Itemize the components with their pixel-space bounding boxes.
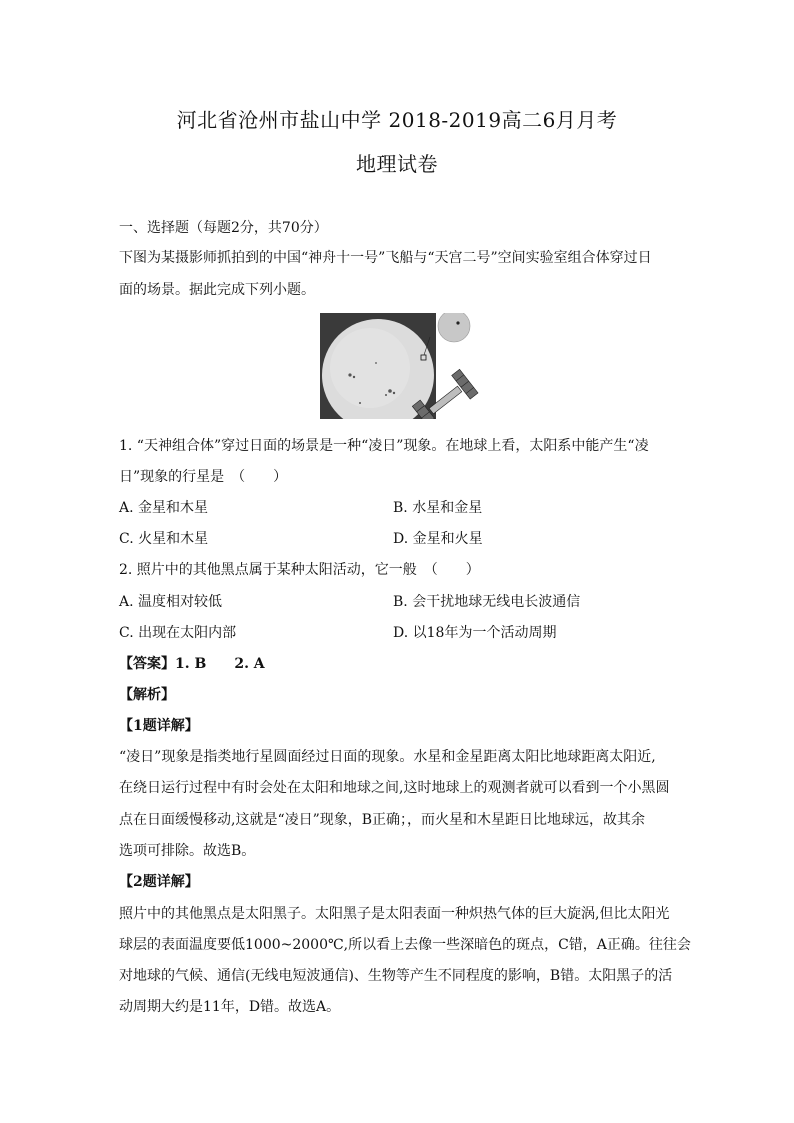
intro-line-1: 下图为某摄影师抓拍到的中国“神舟十一号”飞船与“天宫二号”空间实验室组合体穿过日 [119,250,652,266]
q1-explanation-line: 点在日面缓慢移动,这就是“凌日”现象，B正确；，而火星和木星距日比地球远，故其余 [119,812,646,828]
q2-explanation-line: 照片中的其他黑点是太阳黑子。太阳黑子是太阳表面一种炽热气体的巨大旋涡,但比太阳光 [119,906,670,922]
q2-stem: 2. 照片中的其他黑点属于某种太阳活动，它一般 （ ） [119,562,480,578]
q1-explanation-line: 选项可排除。故选B。 [119,843,256,859]
answer-line: 【答案】1. B 2. A [119,656,265,672]
q2-explanation-line: 动周期大约是11年，D错。故选A。 [119,999,341,1015]
section-heading: 一、选择题（每题2分，共70分） [119,220,328,236]
q1-option-a: A. 金星和木星 [119,500,209,516]
q1-explanation-heading: 【1题详解】 [119,718,199,734]
page-subtitle: 地理试卷 [356,152,438,176]
q1-option-c: C. 火星和木星 [119,531,209,547]
sun-transit-photo [320,313,480,419]
q2-option-a: A. 温度相对较低 [119,594,223,610]
intro-line-2: 面的场景。据此完成下列小题。 [119,282,315,298]
q1-explanation-line: “凌日”现象是指类地行星圆面经过日面的现象。水星和金星距离太阳比地球距离太阳近, [119,749,656,765]
q1-option-d: D. 金星和火星 [393,531,483,547]
q2-explanation-heading: 【2题详解】 [119,874,199,890]
page-title: 河北省沧州市盐山中学 2018-2019高二6月月考 [176,108,618,132]
q2-option-c: C. 出现在太阳内部 [119,625,237,641]
q2-option-d: D. 以18年为一个活动周期 [393,625,557,641]
analysis-heading: 【解析】 [119,687,175,703]
q1-explanation-line: 在绕日运行过程中有时会处在太阳和地球之间,这时地球上的观测者就可以看到一个小黑圆 [119,780,670,796]
q1-option-b: B. 水星和金星 [393,500,483,516]
q2-explanation-line: 球层的表面温度要低1000~2000℃,所以看上去像一些深暗色的斑点，C错，A正确。往往会 [119,937,691,953]
q2-explanation-line: 对地球的气候、通信(无线电短波通信)、生物等产生不同程度的影响，B错。太阳黑子的活 [119,968,673,984]
q2-option-b: B. 会干扰地球无线电长波通信 [393,594,581,610]
magnified-inset [438,313,470,342]
q1-line-1: 1. “天神组合体”穿过日面的场景是一种“凌日”现象。在地球上看，太阳系中能产生“凌 [119,438,649,454]
q1-line-2: 日”现象的行星是 （ ） [119,469,288,485]
